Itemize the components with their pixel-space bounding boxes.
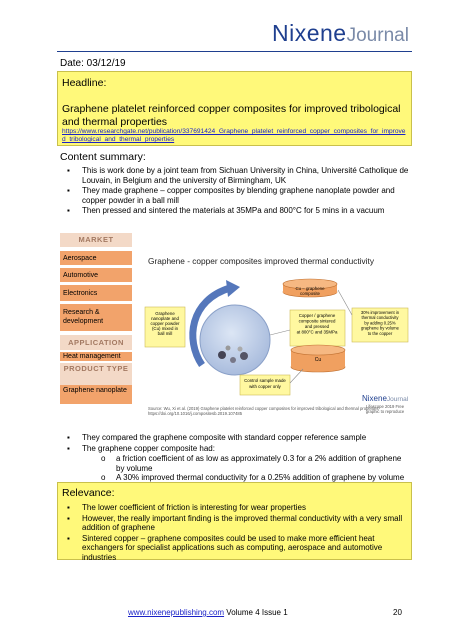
findings-subbullet: o a friction coefficient of as low as approximately 0.3 for a 2% addition of graphene by volume — [60, 454, 412, 473]
footer-link[interactable]: www.nixenepublishing.com — [128, 608, 225, 617]
source-link[interactable]: https://www.researchgate.net/publication/337691424_Graphene_platelet_reinforced_copper_composites_for_improved_tribological_and_thermal_properties — [62, 128, 406, 143]
powder-box-text: Graphene nanoplate and copper powder (Cu) mixed in ball mill — [150, 311, 180, 336]
summary-bullet: ▪ They made graphene – copper composites by blending graphene nanoplate powder and copper powder in a ball mill — [60, 186, 410, 205]
footer-volume: Volume 4 Issue 1 — [226, 608, 288, 617]
headline-label: Headline: — [62, 77, 107, 89]
summary-list — [60, 166, 410, 217]
findings-sublist — [60, 454, 412, 483]
page-number: 20 — [393, 608, 402, 617]
control-box-text: Control sample made with copper only — [244, 378, 286, 389]
market-item: Automotive — [60, 268, 132, 283]
footer — [128, 608, 288, 617]
mill-ball — [218, 351, 226, 359]
relevance-bullet: ▪ The lower coefficient of friction is interesting for wear properties — [60, 503, 410, 513]
process-connector — [270, 330, 290, 335]
ball-mill-sphere — [200, 305, 270, 375]
relevance-list — [60, 503, 410, 564]
figure-title: Graphene - copper composites improved thermal conductivity — [148, 256, 374, 266]
findings-bullet: ▪ They compared the graphene composite with standard copper reference sample — [60, 433, 412, 443]
product-item: Graphene nanoplate — [60, 385, 132, 405]
relevance-bullet: ▪ Sintered copper – graphene composites could be used to make more efficient heat exchangers for specialist applications such as computing, aerospace and automotive industries — [60, 534, 410, 563]
mill-ball — [226, 346, 231, 351]
application-item: Heat management — [60, 352, 132, 362]
logo-suffix: Journal — [346, 25, 409, 46]
market-item: Electronics — [60, 285, 132, 302]
summary-bullet: ▪ This is work done by a joint team from Sichuan University in China, Université Catholique de Louvain, in Belgium and the university of Birmingham, UK — [60, 166, 410, 185]
mill-ball — [230, 357, 236, 363]
mill-ball — [238, 347, 243, 352]
header-rule — [57, 51, 412, 52]
control-connector — [290, 369, 303, 383]
journal-logo — [272, 20, 412, 52]
cu-cylinder-text: Cu — [314, 357, 322, 363]
findings-list — [60, 433, 412, 453]
findings-section — [60, 433, 412, 483]
summary-bullet: ▪ Then pressed and sintered the materials at 35MPa and 800°C for 5 mins in a vacuum — [60, 206, 410, 216]
application-header: APPLICATION — [60, 335, 132, 350]
summary-title: Content summary: — [60, 151, 146, 163]
market-item: Aerospace — [60, 251, 132, 266]
headline-title: Graphene platelet reinforced copper composites for improved tribological and thermal properties — [62, 103, 401, 128]
arrow-head — [226, 280, 240, 297]
process-box-text: Copper / graphene composite sintered and pressed at 800°C and 35MPa — [296, 313, 338, 335]
market-header: MARKET — [60, 233, 132, 247]
figure-logo-suffix: Journal — [386, 396, 409, 403]
cu-cylinder-cap — [291, 345, 345, 355]
product-header: PRODUCT TYPE — [60, 363, 132, 385]
mill-ball — [240, 352, 248, 360]
composite-cylinder-text: Cu – graphene composite — [295, 286, 325, 296]
figure-logo-brand: Nixene — [362, 394, 387, 403]
article-date: Date: 03/12/19 — [60, 58, 126, 69]
market-item: Research & development — [60, 304, 132, 332]
findings-subbullet: o A 30% improved thermal conductivity for a 0.25% addition of graphene by volume — [60, 473, 412, 483]
figure-credit: Lifescope 2019 Free graphic to reproduce — [365, 404, 405, 414]
process-diagram — [140, 270, 415, 405]
logo-brand: Nixene — [272, 20, 347, 46]
relevance-bullet: ▪ However, the really important finding is the improved thermal conductivity with a very small addition of graphene — [60, 514, 410, 533]
findings-bullet: ▪ The graphene copper composite had: — [60, 444, 412, 454]
figure-citation: Source: Wu, Xi et al. (2019) Graphene platelet reinforced copper composites for improved tribological and thermal properties https://doi.org/10.1016/j.compositesb.2019.107485 — [148, 406, 379, 416]
relevance-title: Relevance: — [62, 487, 115, 499]
result-box-text: 30% improvement in thermal conductivity by adding 0.25% graphene by volume to the copper — [360, 310, 400, 336]
